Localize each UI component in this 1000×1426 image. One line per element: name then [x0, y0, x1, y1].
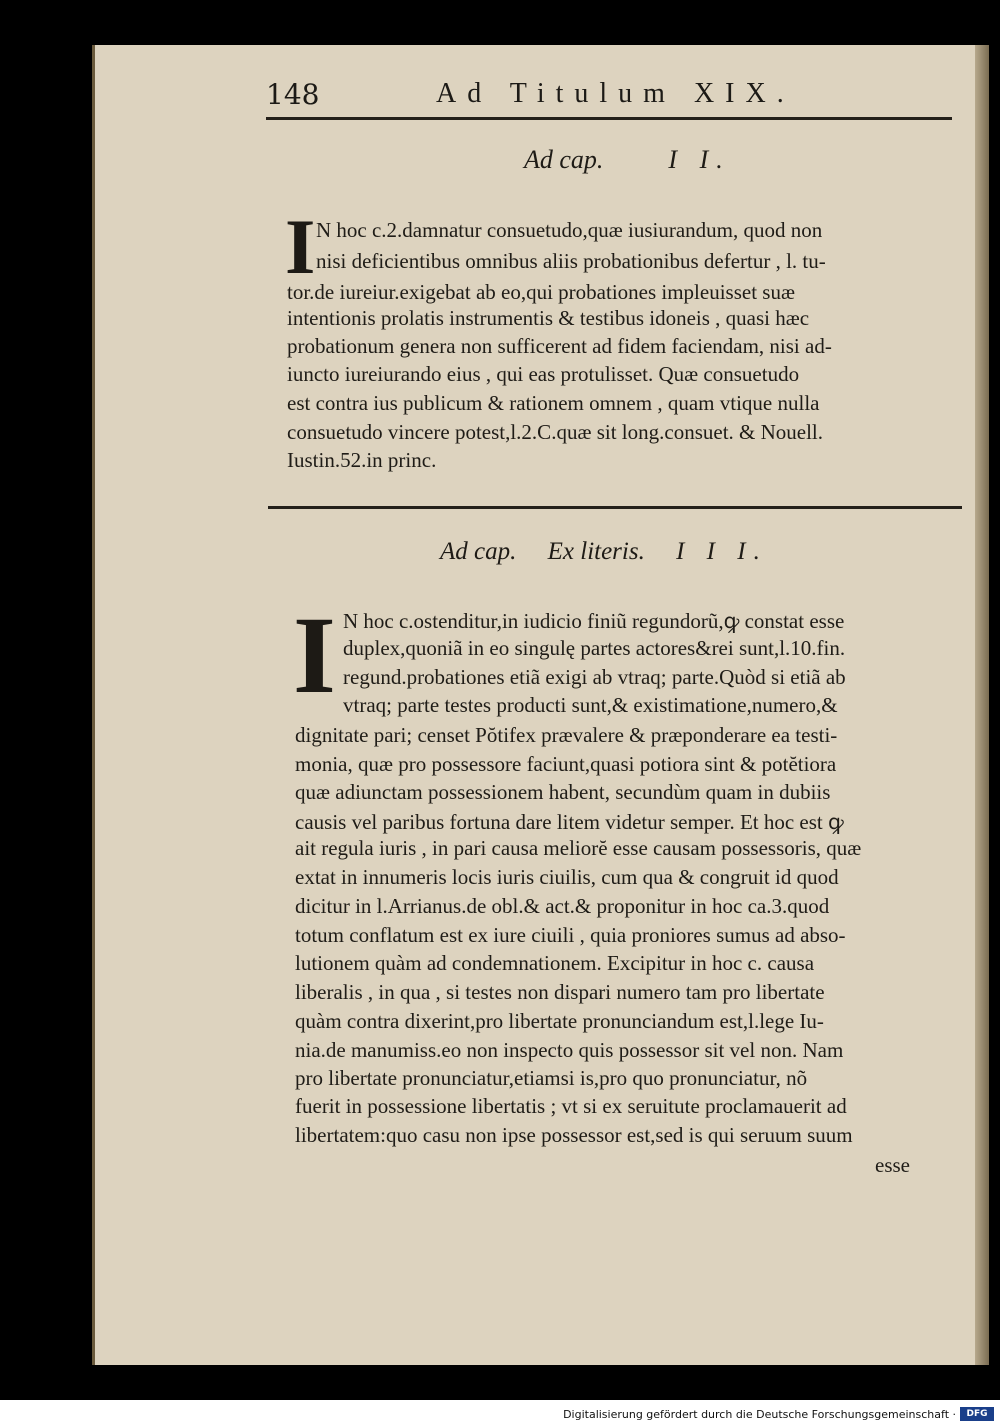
text-line: N hoc c.2.damnatur consuetudo,quæ iusiurandum, quod non: [316, 218, 823, 242]
text-line: pro libertate pronunciatur,etiamsi is,pro quo pronunciatur, nõ: [295, 1066, 808, 1090]
text-line: probationum genera non sufficerent ad fidem faciendam, nisi ad-: [287, 334, 832, 358]
section-heading-cap-3: [440, 538, 768, 566]
text-line: totum conflatum est ex iure ciuili , quia proniores sumus ad abso-: [295, 923, 846, 947]
text-line: iuncto iureiurando eius , qui eas protulisset. Quæ consuetudo: [287, 362, 800, 386]
heading-number: I I I.: [676, 538, 768, 565]
heading-title: Ex literis.: [547, 538, 645, 565]
text-line: consuetudo vincere potest,l.2.C.quæ sit long.consuet. & Nouell.: [287, 420, 824, 444]
text-line: duplex,quoniã in eo singulę partes actores&rei sunt,l.10.fin.: [343, 636, 846, 660]
running-title: Ad Titulum XIX.: [436, 78, 795, 109]
text-line: dignitate pari; censet Pŏtifex prævalere & præponderare ea testi-: [295, 723, 838, 747]
text-line: quàm contra dixerint,pro libertate pronunciandum est,l.lege Iu-: [295, 1009, 824, 1033]
text-line: lutionem quàm ad condemnationem. Excipitur in hoc c. causa: [295, 951, 815, 975]
text-line: monia, quæ pro possessore faciunt,quasi potiora sint & potĕtiora: [295, 752, 837, 776]
text-line: extat in innumeris locis iuris ciuilis, cum qua & congruit id quod: [295, 865, 839, 889]
drop-cap: I: [293, 594, 336, 716]
page-number: 148: [266, 78, 320, 111]
text-line: intentionis prolatis instrumentis & testibus idoneis , quasi hæc: [287, 306, 810, 330]
page-header: [266, 70, 966, 120]
header-rule: [266, 117, 952, 120]
text-line: quæ adiunctam possessionem habent, secundùm quam in dubiis: [295, 780, 831, 804]
text-line: vtraq; parte testes producti sunt,& existimatione,numero,&: [343, 693, 838, 717]
catchword: esse: [875, 1153, 910, 1177]
section-heading-cap-2: [524, 145, 731, 175]
text-line: nia.de manumiss.eo non inspecto quis possessor sit vel non. Nam: [295, 1038, 844, 1062]
page-edge: [975, 45, 989, 1365]
text-line: dicitur in l.Arrianus.de obl.& act.& proponitur in hoc ca.3.quod: [295, 894, 830, 918]
text-line: ait regula iuris , in pari causa meliorĕ esse causam possessoris, quæ: [295, 836, 862, 860]
text-line: Iustin.52.in princ.: [287, 448, 437, 472]
text-line: fuerit in possessione libertatis ; vt si ex seruitute proclamauerit ad: [295, 1094, 847, 1118]
heading-word: Ad cap.: [524, 145, 604, 174]
dfg-logo-icon: DFG: [960, 1407, 994, 1421]
heading-word: Ad cap.: [440, 538, 517, 565]
section-rule: [268, 506, 962, 509]
drop-cap: I: [285, 203, 316, 290]
heading-number: I I.: [668, 145, 731, 174]
text-line: causis vel paribus fortuna dare litem videtur semper. Et hoc est ꝙ: [295, 810, 844, 834]
text-line: N hoc c.ostenditur,in iudicio finiũ regundorũ,ꝙ constat esse: [343, 609, 845, 633]
text-line: nisi deficientibus omnibus aliis probationibus defertur , l. tu-: [316, 249, 826, 273]
funding-credit: Digitalisierung gefördert durch die Deutsche Forschungsgemeinschaft ·: [563, 1408, 956, 1421]
text-line: regund.probationes etiã exigi ab vtraq; parte.Quòd si etiã ab: [343, 665, 846, 689]
text-line: liberalis , in qua , si testes non dispari numero tam pro libertate: [295, 980, 825, 1004]
text-line: tor.de iureiur.exigebat ab eo,qui probationes impleuisset suæ: [287, 280, 795, 304]
digitization-footer: [0, 1400, 1000, 1426]
text-line: libertatem:quo casu non ipse possessor est,sed is qui seruum suum: [295, 1123, 853, 1147]
text-line: est contra ius publicum & rationem omnem , quam vtique nulla: [287, 391, 820, 415]
